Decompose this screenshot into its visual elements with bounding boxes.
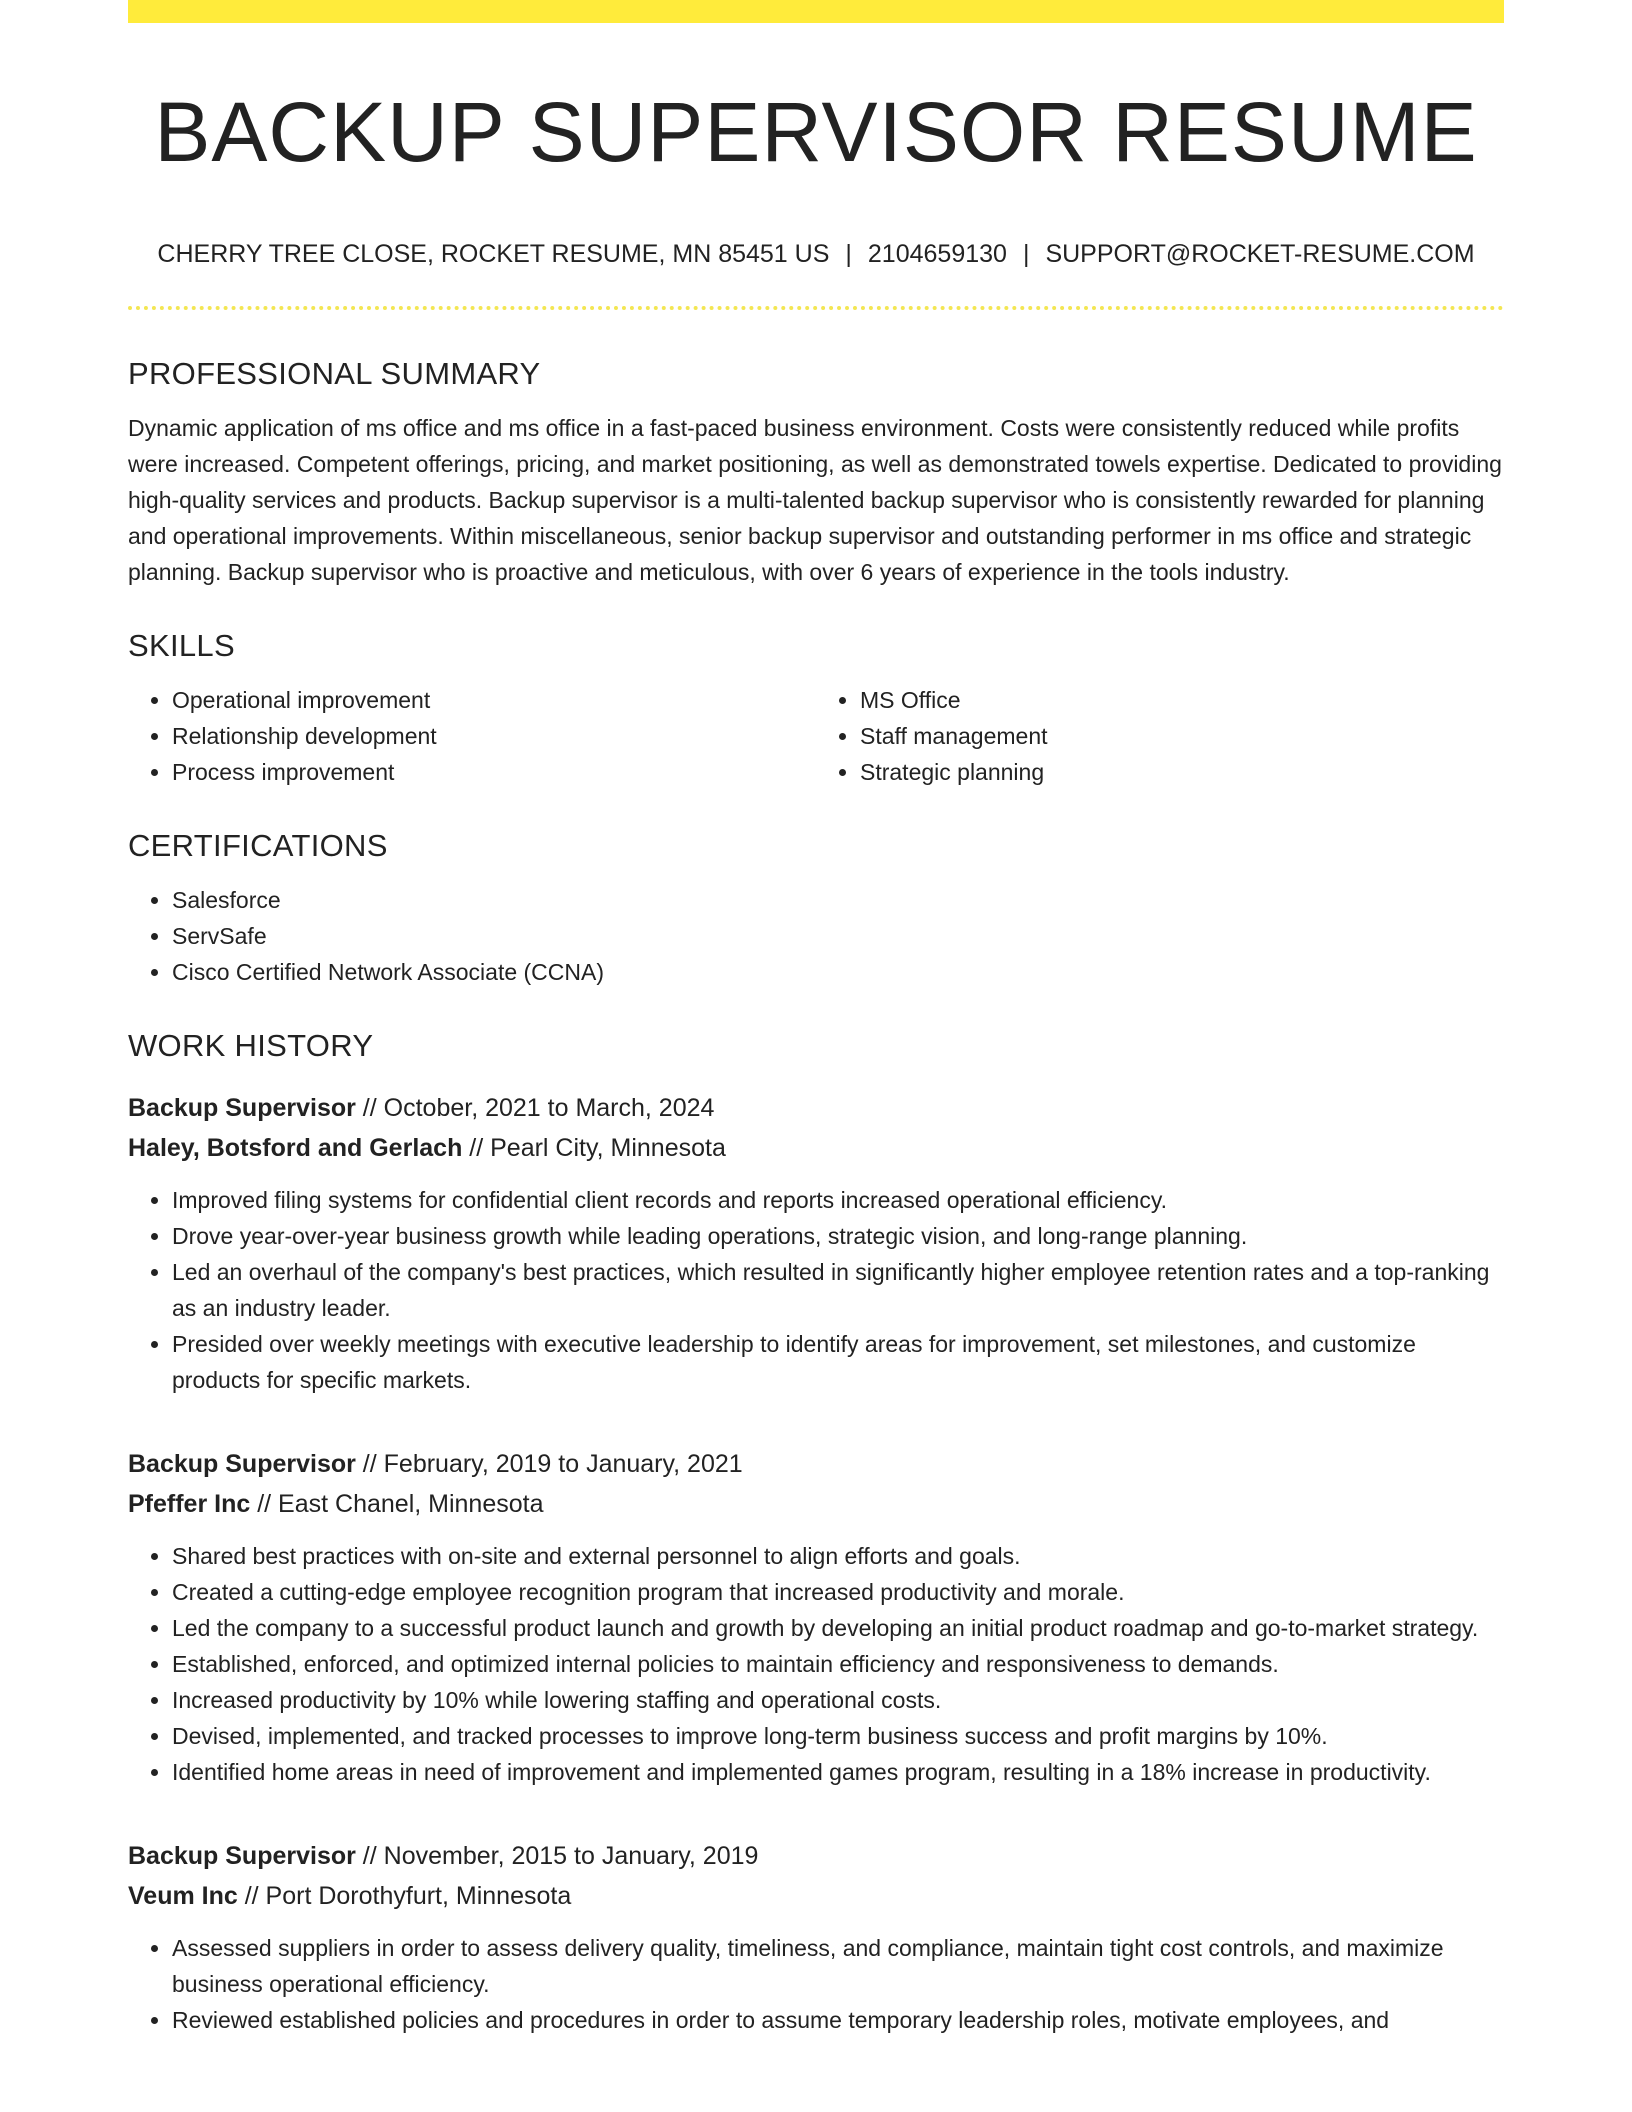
separator: | <box>845 240 852 268</box>
job-company: Haley, Botsford and Gerlach <box>128 1134 463 1162</box>
job-bullet: • Assessed suppliers in order to assess delivery quality, timeliness, and compliance, maintain tight cost controls, and maximize business operational efficiency. <box>172 1930 1504 2002</box>
certification-list <box>128 882 1504 990</box>
summary-text: Dynamic application of ms office and ms office in a fast-paced business environment. Costs were consistently reduced while profits were increased. Competent offerings, pricing, and market positioning, as well as demonstrated towels expertise. Dedicated to providing high-quality services and products. Backup supervisor is a multi-talented backup supervisor who is consistently rewarded for planning and operational improvements. Within miscellaneous, senior backup supervisor and outstanding performer in ms office and strategic planning. Backup supervisor who is proactive and meticulous, with over 6 years of experience in the tools industry. <box>128 415 1502 585</box>
skills-columns <box>128 682 1504 790</box>
summary-section <box>128 352 1504 590</box>
email: SUPPORT@ROCKET-RESUME.COM <box>1045 240 1475 268</box>
job-company: Pfeffer Inc <box>128 1490 251 1518</box>
job-bullet: • Led an overhaul of the company's best practices, which resulted in significantly higher employee retention rates and a top-ranking as an industry leader. <box>172 1254 1504 1326</box>
job-title: Backup Supervisor <box>128 1450 356 1478</box>
certifications-section <box>128 824 1504 990</box>
skill-item: • Strategic planning <box>860 754 1504 790</box>
job-bullet: • Improved filing systems for confidential client records and reports increased operational efficiency. <box>172 1182 1504 1218</box>
skill-item: • Relationship development <box>172 718 816 754</box>
section-heading: CERTIFICATIONS <box>128 828 388 863</box>
job-dates: // February, 2019 to January, 2021 <box>355 1450 743 1478</box>
job-title-line <box>128 1444 1504 1484</box>
job-bullet: • Drove year-over-year business growth while leading operations, strategic vision, and long-range planning. <box>172 1218 1504 1254</box>
job-bullet: • Reviewed established policies and procedures in order to assume temporary leadership roles, motivate employees, and <box>172 2002 1504 2038</box>
job-location: // Pearl City, Minnesota <box>462 1134 726 1162</box>
job-bullet: • Shared best practices with on-site and external personnel to align efforts and goals. <box>172 1538 1504 1574</box>
job-entry <box>128 1836 1504 2038</box>
job-company-line <box>128 1128 1504 1168</box>
job-company-line <box>128 1484 1504 1524</box>
job-bullet: • Increased productivity by 10% while lowering staffing and operational costs. <box>172 1682 1504 1718</box>
section-heading: SKILLS <box>128 628 235 663</box>
phone: 2104659130 <box>867 240 1007 268</box>
job-location: // East Chanel, Minnesota <box>250 1490 544 1518</box>
skills-right <box>816 682 1504 790</box>
job-title-line <box>128 1836 1504 1876</box>
job-bullets <box>128 1182 1504 1398</box>
section-heading: WORK HISTORY <box>128 1028 374 1063</box>
certification-item: • ServSafe <box>172 918 1504 954</box>
dotted-divider <box>128 306 1504 310</box>
contact-line <box>128 234 1504 274</box>
skill-item: • Staff management <box>860 718 1504 754</box>
job-entry <box>128 1444 1504 1790</box>
job-bullets <box>128 1930 1504 2038</box>
job-title-line <box>128 1088 1504 1128</box>
skills-left <box>128 682 816 790</box>
top-accent-bar <box>128 0 1504 23</box>
job-bullet: • Devised, implemented, and tracked processes to improve long-term business success and profit margins by 10%. <box>172 1718 1504 1754</box>
skill-item: • Operational improvement <box>172 682 816 718</box>
section-heading: PROFESSIONAL SUMMARY <box>128 356 541 391</box>
certification-item: • Salesforce <box>172 882 1504 918</box>
job-bullets <box>128 1538 1504 1790</box>
job-bullet: • Presided over weekly meetings with executive leadership to identify areas for improvement, set milestones, and customize products for specific markets. <box>172 1326 1504 1398</box>
job-entry <box>128 1088 1504 1398</box>
skill-item: • Process improvement <box>172 754 816 790</box>
job-company-line <box>128 1876 1504 1916</box>
job-bullet: • Created a cutting-edge employee recognition program that increased productivity and morale. <box>172 1574 1504 1610</box>
resume-body <box>128 352 1504 2038</box>
job-title: Backup Supervisor <box>128 1094 356 1122</box>
job-bullet: • Led the company to a successful product launch and growth by developing an initial product roadmap and go-to-market strategy. <box>172 1610 1504 1646</box>
skills-section <box>128 624 1504 790</box>
job-dates: // October, 2021 to March, 2024 <box>355 1094 715 1122</box>
work-history-section <box>128 1024 1504 2038</box>
resume-title: BACKUP SUPERVISOR RESUME <box>154 85 1478 179</box>
job-dates: // November, 2015 to January, 2019 <box>355 1842 759 1870</box>
job-bullet: • Established, enforced, and optimized internal policies to maintain efficiency and responsiveness to demands. <box>172 1646 1504 1682</box>
job-title: Backup Supervisor <box>128 1842 356 1870</box>
separator: | <box>1022 240 1030 268</box>
certification-item: • Cisco Certified Network Associate (CCNA) <box>172 954 1504 990</box>
job-bullet: • Identified home areas in need of improvement and implemented games program, resulting in a 18% increase in productivity. <box>172 1754 1504 1790</box>
job-company: Veum Inc <box>128 1882 238 1910</box>
job-location: // Port Dorothyfurt, Minnesota <box>237 1882 572 1910</box>
address: CHERRY TREE CLOSE, ROCKET RESUME, MN 85451 US <box>157 240 830 268</box>
skill-item: • MS Office <box>860 682 1504 718</box>
